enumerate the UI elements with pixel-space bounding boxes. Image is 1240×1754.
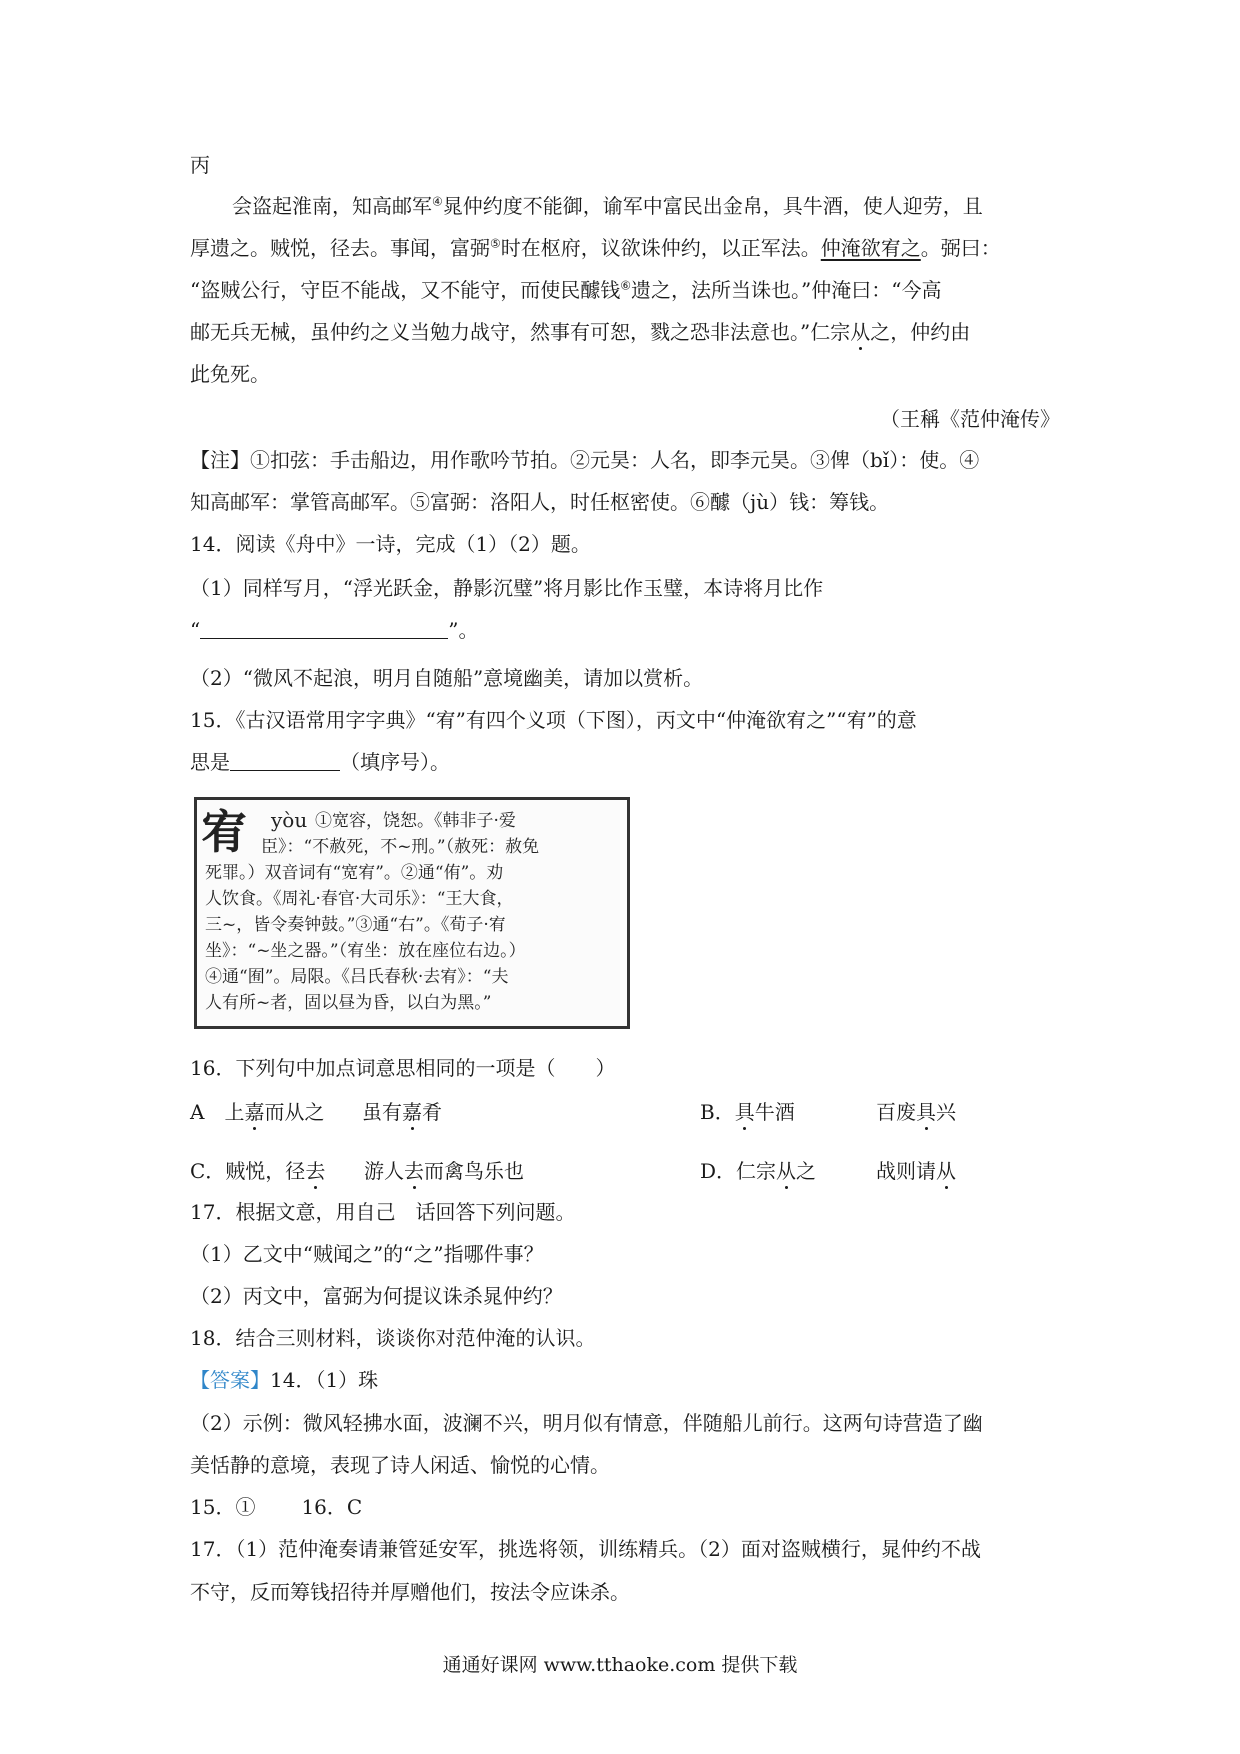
question-14-sub2: （2）“微风不起浪，明月自随船”意境幽美，请加以赏析。 xyxy=(190,666,704,690)
option-a-left[interactable] xyxy=(190,1099,324,1125)
answer-17a: 17．（1）范仲淹奏请兼管延安军，挑选将领，训练精兵。（2）面对盗贼横行，晁仲约不战 xyxy=(190,1537,981,1561)
answer-14-1 xyxy=(190,1367,1060,1393)
dictionary-pinyin: yòu xyxy=(271,808,308,832)
notes-line-2: 知高邮军：掌管高邮军。⑤富弼：洛阳人，时任枢密使。⑥醵（jù）钱：筹钱。 xyxy=(190,490,890,514)
dictionary-line: 死罪。）双音词有“宽宥”。②通“侑”。劝 xyxy=(205,863,504,883)
dotted-char: 去 xyxy=(305,1159,326,1183)
dotted-char: 嘉 xyxy=(402,1100,422,1124)
answer-16: 16．C xyxy=(301,1495,363,1519)
dictionary-line: ④通“囿”。局限。《吕氏春秋·去宥》：“夫 xyxy=(205,967,509,987)
dotted-char: 嘉 xyxy=(244,1100,265,1124)
option-a-right xyxy=(362,1099,442,1125)
text: 之 xyxy=(796,1159,817,1183)
text: 厚遗之。贼悦，径去。事闻，富弼 xyxy=(190,236,490,260)
dictionary-line: 人饮食。《周礼·春官·大司乐》：“王大食， xyxy=(205,889,514,909)
text: C．贼悦，径 xyxy=(190,1159,306,1183)
text: （填序号）。 xyxy=(340,750,450,774)
text: 时在枢府，议欲诛仲约，以正军法。 xyxy=(500,236,821,260)
text: A 上 xyxy=(190,1100,245,1124)
text: 牛酒 xyxy=(754,1100,795,1124)
question-15-line-2 xyxy=(190,749,1060,775)
page-footer: 通通好课网 www.tthaoke.com 提供下载 xyxy=(442,1654,798,1676)
text: 战则请 xyxy=(876,1159,936,1183)
question-18-stem: 18．结合三则材料，谈谈你对范仲淹的认识。 xyxy=(190,1326,596,1350)
dotted-char: 具 xyxy=(916,1100,936,1124)
text: 思是 xyxy=(190,750,230,774)
answer-blank[interactable] xyxy=(200,618,448,639)
footnote-ref-6: ⑥ xyxy=(620,278,631,293)
dictionary-headword: 宥 xyxy=(201,805,247,859)
text: 游人 xyxy=(364,1159,404,1183)
text: “ xyxy=(190,618,201,642)
text: 兴 xyxy=(936,1100,956,1124)
text: 百废 xyxy=(876,1100,916,1124)
text: 虽有 xyxy=(362,1100,402,1124)
question-15-line-1: 15．《古汉语常用字字典》“宥”有四个义项（下图），丙文中“仲淹欲宥之”“宥”的意 xyxy=(190,708,917,732)
text: 会盗起淮南，知高邮军 xyxy=(232,194,432,218)
section-label: 丙 xyxy=(190,153,210,177)
dictionary-line: 三~，皆令奏钟鼓。”③通“右”。《荀子·宥 xyxy=(205,915,506,935)
question-14-sub1: （1）同样写月，“浮光跃金，静影沉璧”将月影比作玉璧，本诗将月比作 xyxy=(190,576,824,600)
passage-line-2 xyxy=(190,235,1060,261)
passage-line-3 xyxy=(190,277,1060,303)
passage-line-5: 此免死。 xyxy=(190,362,270,386)
text: D．仁宗 xyxy=(700,1159,777,1183)
question-14-blank-line xyxy=(190,617,1060,643)
text: 邮无兵无械，虽仲约之义当勉力战守，然事有可恕，戮之恐非法意也。”仁宗 xyxy=(190,320,851,344)
dictionary-line: ①宽容，饶恕。《韩非子·爱 xyxy=(315,811,516,831)
option-c-right xyxy=(364,1158,524,1184)
text: 。弼曰： xyxy=(920,236,1001,260)
question-17-sub1: （1）乙文中“贼闻之”的“之”指哪件事？ xyxy=(190,1242,544,1266)
text: 14．（1）珠 xyxy=(270,1368,379,1392)
question-17-sub2: （2）丙文中，富弼为何提议诛杀晁仲约？ xyxy=(190,1284,563,1308)
text: 之，仲约由 xyxy=(870,320,971,344)
dictionary-entry-image xyxy=(194,797,630,1029)
underlined-phrase: 仲淹欲宥之 xyxy=(820,236,921,260)
passage-source: （王稱《范仲淹传》 xyxy=(880,407,1060,431)
dotted-char: 从 xyxy=(850,320,871,344)
text: 肴 xyxy=(422,1100,442,1124)
footnote-ref-4: ④ xyxy=(432,194,443,209)
passage-line-1 xyxy=(232,193,1102,219)
dictionary-line: 坐》：“~坐之器。”（宥坐：放在座位右边。） xyxy=(205,941,526,961)
option-b-right xyxy=(876,1099,956,1125)
notes-line-1: 【注】①扣弦：手击船边，用作歌吟节拍。②元昊：人名，即李元昊。③俾（bǐ）：使。④ xyxy=(190,448,980,472)
text: B． xyxy=(700,1100,735,1124)
text: “盗贼公行，守臣不能战，又不能守，而使民醵钱 xyxy=(190,278,621,302)
text: 而从之 xyxy=(264,1100,325,1124)
dotted-char: 去 xyxy=(404,1159,424,1183)
answer-14-2a: （2）示例：微风轻拂水面，波澜不兴，明月似有情意，伴随船儿前行。这两句诗营造了幽 xyxy=(190,1411,983,1435)
question-16-stem: 16．下列句中加点词意思相同的一项是（ ） xyxy=(190,1056,616,1080)
answer-tag: 【答案】 xyxy=(190,1368,270,1392)
option-b-left[interactable] xyxy=(700,1099,795,1125)
question-14-stem: 14．阅读《舟中》一诗，完成（1）（2）题。 xyxy=(190,532,591,556)
option-d-left[interactable] xyxy=(700,1158,816,1184)
footnote-ref-5: ⑤ xyxy=(490,236,501,251)
answer-blank[interactable] xyxy=(230,750,340,771)
answer-15: 15．① xyxy=(190,1495,256,1519)
dotted-char: 具 xyxy=(734,1100,755,1124)
text: 晁仲约度不能御，谕军中富民出金帛，具牛酒，使人迎劳，且 xyxy=(442,194,983,218)
dotted-char: 从 xyxy=(776,1159,797,1183)
text: 遗之，法所当诛也。”仲淹曰：“今高 xyxy=(631,278,942,302)
option-c-left[interactable] xyxy=(190,1158,325,1184)
dotted-char: 从 xyxy=(936,1159,956,1183)
dictionary-line: 人有所~者，固以昼为昏，以白为黑。” xyxy=(205,993,492,1013)
answer-17b: 不守，反而筹钱招待并厚赠他们，按法令应诛杀。 xyxy=(190,1580,630,1604)
passage-line-4 xyxy=(190,319,1060,345)
text: 而禽鸟乐也 xyxy=(424,1159,524,1183)
answer-15-16 xyxy=(190,1494,1060,1520)
text: ”。 xyxy=(448,618,479,642)
answer-14-2b: 美恬静的意境，表现了诗人闲适、愉悦的心情。 xyxy=(190,1453,610,1477)
option-d-right xyxy=(876,1158,956,1184)
dictionary-line: 臣》：“不赦死，不~刑。”（赦死：赦免 xyxy=(261,837,540,857)
question-17-stem: 17．根据文意，用自己 话回答下列问题。 xyxy=(190,1200,576,1224)
